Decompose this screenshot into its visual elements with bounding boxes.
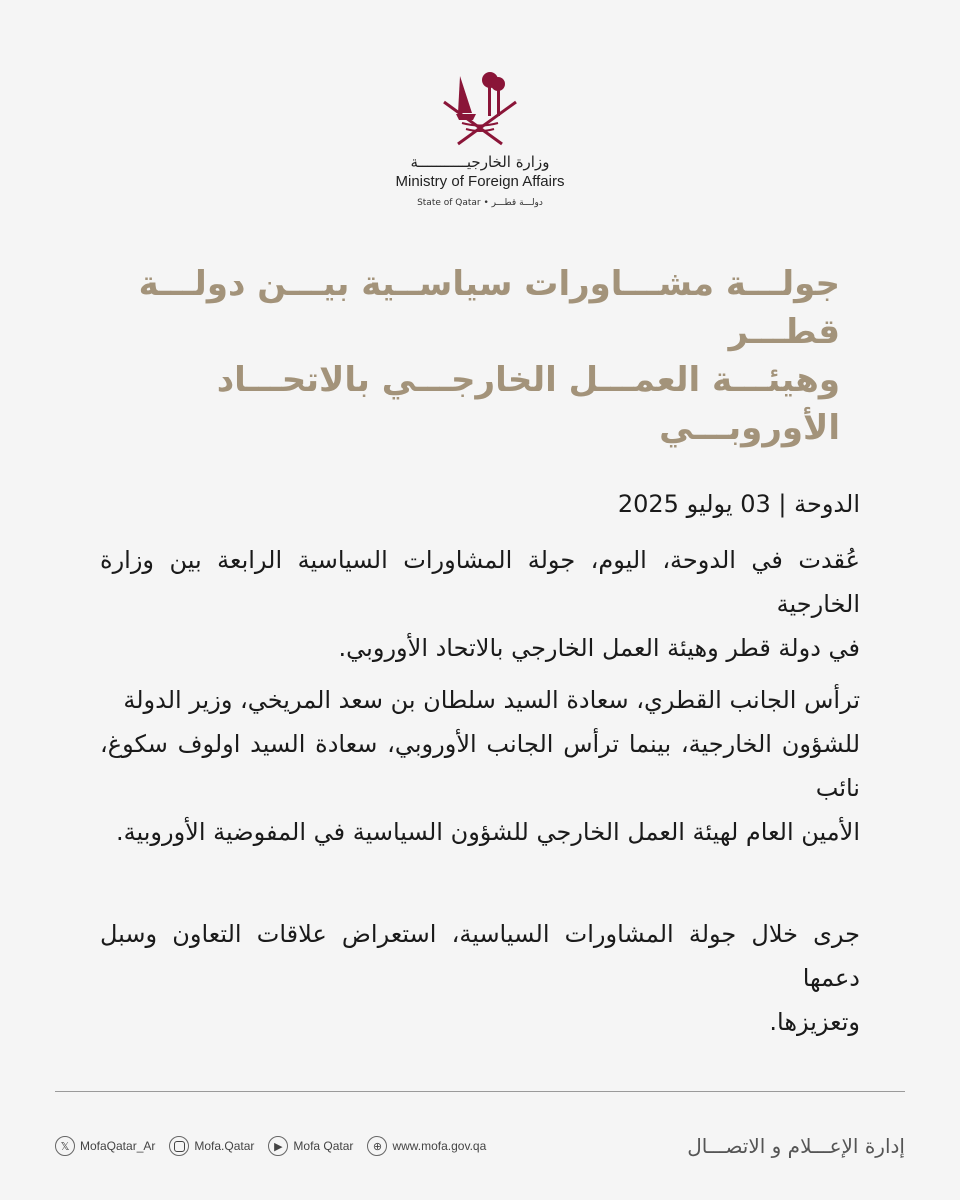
paragraph-line: في دولة قطر وهيئة العمل الخارجي بالاتحاد الأوروبي. (338, 634, 860, 662)
website-url: www.mofa.gov.qa (392, 1139, 487, 1153)
footer-divider (55, 1091, 905, 1092)
paragraph-line: عُقدت في الدوحة، اليوم، جولة المشاورات السياسية الرابعة بين وزارة الخارجية (100, 546, 860, 618)
paragraph (100, 538, 860, 670)
qatar-emblem-icon (440, 68, 520, 148)
paragraph (100, 912, 860, 1044)
department-name: إدارة الإعـــلام و الاتصـــال (687, 1134, 905, 1158)
footer (55, 1132, 905, 1160)
page-title (100, 260, 840, 452)
title-line: جولـــة مشـــاورات سياســية بيـــن دولـــة قطـــر (138, 264, 840, 352)
logo-english-name: Ministry of Foreign Affairs (395, 173, 565, 190)
ministry-logo (350, 68, 610, 210)
instagram-link[interactable] (169, 1136, 254, 1156)
social-links (55, 1136, 486, 1156)
youtube-handle: Mofa Qatar (293, 1139, 354, 1153)
globe-icon: ⊕ (367, 1136, 387, 1156)
youtube-icon: ▶ (268, 1136, 288, 1156)
dateline: الدوحة | 03 يوليو 2025 (617, 490, 860, 518)
youtube-link[interactable] (268, 1136, 353, 1156)
x-icon: 𝕏 (55, 1136, 75, 1156)
logo-arabic-name: وزارة الخارجيـــــــــــة (410, 153, 550, 171)
footer-area (0, 1061, 960, 1160)
paragraph (100, 678, 860, 854)
instagram-icon (169, 1136, 189, 1156)
press-release-body (100, 482, 860, 1052)
instagram-handle: Mofa.Qatar (194, 1139, 255, 1153)
x-handle: MofaQatar_Ar (80, 1139, 156, 1153)
logo-state: State of Qatar • دولـــة قطـــر (417, 198, 543, 208)
paragraph-line: ترأس الجانب القطري، سعادة السيد سلطان بن سعد المريخي، وزير الدولة (123, 686, 860, 714)
title-line: وهيئـــة العمـــل الخارجـــي بالاتحـــاد الأوروبـــي (216, 360, 840, 448)
website-link[interactable] (367, 1136, 486, 1156)
x-link[interactable] (55, 1136, 155, 1156)
paragraph-line: للشؤون الخارجية، بينما ترأس الجانب الأوروبي، سعادة السيد اولوف سكوغ، نائب (100, 730, 860, 802)
paragraph-line: الأمين العام لهيئة العمل الخارجي للشؤون السياسية في المفوضية الأوروبية. (115, 818, 860, 846)
paragraph-line: جرى خلال جولة المشاورات السياسية، استعراض علاقات التعاون وسبل دعمها (100, 920, 860, 992)
paragraph-line: وتعزيزها. (769, 1008, 860, 1036)
